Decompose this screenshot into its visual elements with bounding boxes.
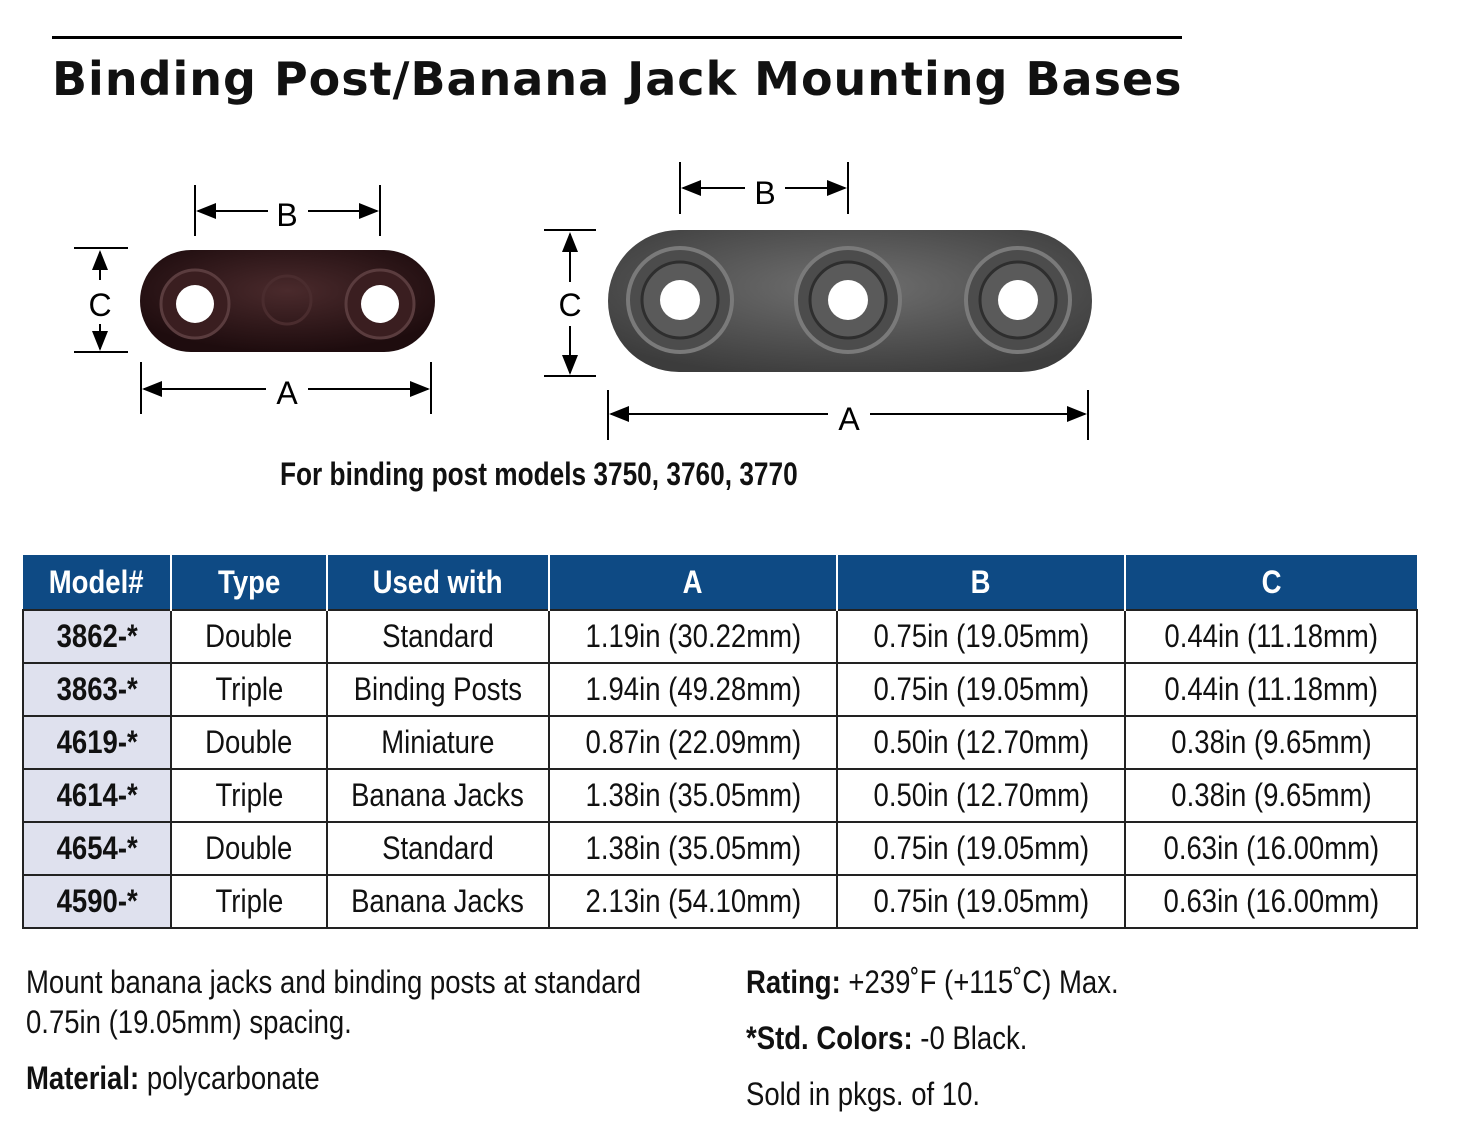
model-cell: 3863-*: [23, 663, 171, 716]
triple-dimension-c-label: C: [558, 287, 582, 323]
column-header: B: [837, 555, 1125, 610]
table-cell: 1.38in (35.05mm): [549, 822, 837, 875]
rating-value: +239˚F (+115˚C) Max.: [840, 964, 1119, 1000]
table-row: [23, 769, 1417, 822]
table-cell: 0.38in (9.65mm): [1125, 769, 1417, 822]
column-header: Used with: [327, 555, 549, 610]
rating-label: Rating:: [746, 964, 841, 1000]
triple-dimension-a-label: A: [838, 401, 860, 437]
table-row: [23, 875, 1417, 928]
table-cell: 0.44in (11.18mm): [1125, 663, 1417, 716]
column-header: A: [549, 555, 837, 610]
model-cell: 4590-*: [23, 875, 171, 928]
material-label: Material:: [26, 1060, 140, 1096]
table-row: [23, 663, 1417, 716]
table-cell: 0.87in (22.09mm): [549, 716, 837, 769]
top-rule: [52, 36, 1182, 39]
colors-label: *Std. Colors:: [746, 1020, 913, 1056]
table-cell: Triple: [171, 875, 327, 928]
column-header: C: [1125, 555, 1417, 610]
figure-caption: For binding post models 3750, 3760, 3770: [280, 456, 798, 492]
column-header: Type: [171, 555, 327, 610]
table-cell: 1.19in (30.22mm): [549, 610, 837, 663]
table-cell: Triple: [171, 769, 327, 822]
table-cell: 0.63in (16.00mm): [1125, 875, 1417, 928]
dimension-diagrams: [0, 150, 1160, 450]
model-cell: 4619-*: [23, 716, 171, 769]
spacing-note-line-2: 0.75in (19.05mm) spacing.: [26, 1004, 352, 1040]
material-value: polycarbonate: [139, 1060, 320, 1096]
package-note: Sold in pkgs. of 10.: [746, 1076, 981, 1112]
table-cell: 0.50in (12.70mm): [837, 716, 1125, 769]
table-cell: Banana Jacks: [327, 875, 549, 928]
rating-note: [746, 962, 1119, 1002]
spacing-note-line-1: Mount banana jacks and binding posts at standard: [26, 964, 642, 1000]
table-cell: Miniature: [327, 716, 549, 769]
table-cell: Double: [171, 610, 327, 663]
table-cell: 0.75in (19.05mm): [837, 875, 1125, 928]
page-title: Binding Post/Banana Jack Mounting Bases: [52, 52, 1183, 106]
table-header-row: [23, 555, 1417, 610]
table-cell: 0.38in (9.65mm): [1125, 716, 1417, 769]
table-cell: Standard: [327, 822, 549, 875]
table-cell: Double: [171, 822, 327, 875]
double-base-drawing: [140, 250, 435, 352]
table-cell: 2.13in (54.10mm): [549, 875, 837, 928]
table-cell: 0.44in (11.18mm): [1125, 610, 1417, 663]
spec-table: [22, 555, 1418, 929]
triple-dimension-b-label: B: [754, 175, 776, 211]
model-cell: 3862-*: [23, 610, 171, 663]
column-header: Model#: [23, 555, 171, 610]
double-dimension-a-label: A: [276, 375, 298, 411]
notes-left: [26, 962, 641, 1098]
model-cell: 4614-*: [23, 769, 171, 822]
double-dimension-b-label: B: [276, 197, 298, 233]
table-row: [23, 610, 1417, 663]
notes-right: [746, 962, 1119, 1114]
table-cell: 1.38in (35.05mm): [549, 769, 837, 822]
colors-note: [746, 1018, 1119, 1058]
material-note: [26, 1058, 641, 1098]
table-cell: Triple: [171, 663, 327, 716]
triple-base-drawing: [608, 230, 1092, 372]
table-cell: Double: [171, 716, 327, 769]
table-cell: Binding Posts: [327, 663, 549, 716]
colors-value: -0 Black.: [912, 1020, 1028, 1056]
table-cell: Banana Jacks: [327, 769, 549, 822]
table-cell: 0.75in (19.05mm): [837, 822, 1125, 875]
table-row: [23, 822, 1417, 875]
table-cell: 0.75in (19.05mm): [837, 663, 1125, 716]
table-cell: 0.75in (19.05mm): [837, 610, 1125, 663]
table-cell: 0.50in (12.70mm): [837, 769, 1125, 822]
model-cell: 4654-*: [23, 822, 171, 875]
table-cell: 0.63in (16.00mm): [1125, 822, 1417, 875]
table-cell: Standard: [327, 610, 549, 663]
double-dimension-c-label: C: [88, 287, 112, 323]
table-row: [23, 716, 1417, 769]
table-cell: 1.94in (49.28mm): [549, 663, 837, 716]
